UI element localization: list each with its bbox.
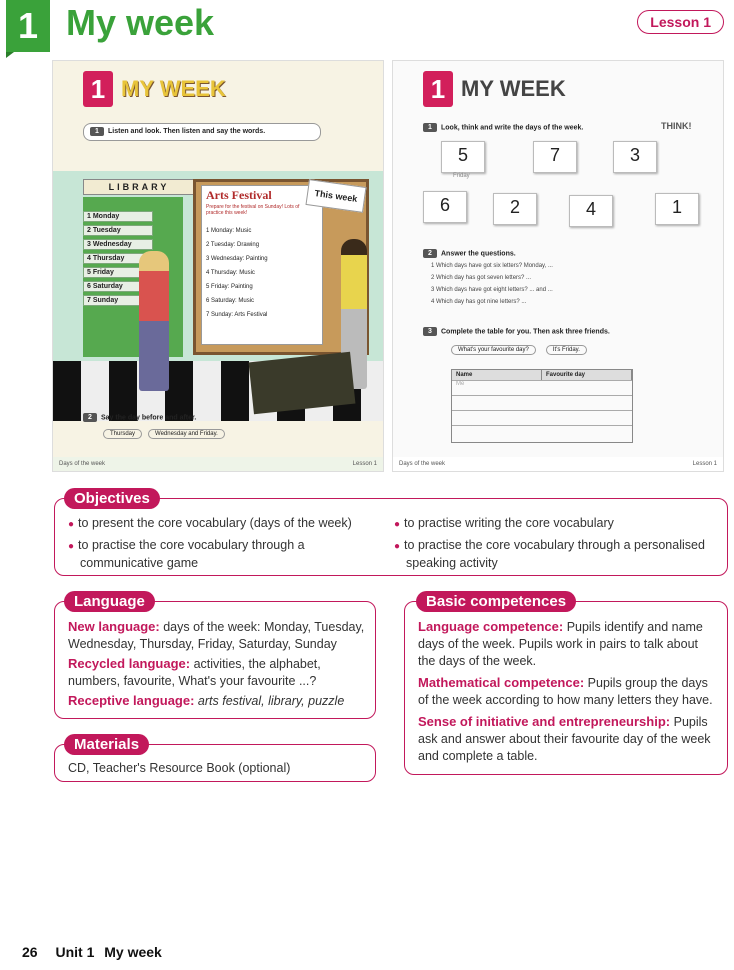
question-list — [431, 263, 691, 311]
step-icon: 3 — [423, 327, 437, 336]
materials-text: CD, Teacher's Resource Book (optional) — [68, 761, 291, 775]
chalkboard-puzzle — [249, 352, 356, 414]
page-title: My week — [66, 2, 215, 43]
objective-item: ● to practise the core vocabulary through a personalised speaking activity — [394, 538, 705, 570]
instruction-text: Say the day before and after. — [101, 414, 197, 422]
speech-bubble: Thursday — [103, 429, 142, 439]
objectives-right — [394, 515, 716, 571]
poster-title: Arts Festival — [206, 188, 272, 202]
lesson-number: 1 — [83, 71, 113, 107]
poster-item: 2 Tuesday: Drawing — [206, 242, 260, 248]
instruction-text: Look, think and write the days of the week. — [441, 124, 584, 132]
page-footer — [393, 457, 723, 471]
number-card: 1 — [655, 193, 699, 225]
poster-item: 3 Wednesday: Painting — [206, 256, 268, 262]
day-item: 2 Tuesday — [83, 225, 153, 236]
instruction-3 — [423, 327, 610, 336]
number-card: 5 — [441, 141, 485, 173]
day-item: 5 Friday — [83, 267, 153, 278]
question: 3 Which days have got eight letters? ... and ... — [431, 287, 553, 293]
arts-festival-poster — [201, 185, 323, 345]
speech-bubble: What's your favourite day? — [451, 345, 536, 355]
question: 2 Which day has got seven letters? ... — [431, 275, 532, 281]
instruction-2 — [423, 249, 516, 258]
objectives-left — [68, 515, 388, 571]
bullet-icon: ● — [394, 519, 401, 530]
girl-illustration — [139, 251, 169, 391]
recycled-language: Recycled language: activities, the alphabet, numbers, favourite, What's your favourite ...? — [68, 656, 321, 688]
speech-bubble: Wednesday and Friday. — [148, 429, 225, 439]
poster-item: 6 Saturday: Music — [206, 298, 255, 304]
step-icon: 1 — [423, 123, 437, 132]
objective-item: ● to present the core vocabulary (days of the week) — [68, 516, 352, 530]
footer-section: Days of the week — [399, 461, 446, 467]
poster-item: 4 Thursday: Music — [206, 270, 255, 276]
table-row: Me — [452, 380, 632, 395]
think-label: THINK! — [661, 121, 692, 131]
number-card: 4 — [569, 195, 613, 227]
objective-item: ● to practise the core vocabulary through a communicative game — [68, 538, 305, 570]
receptive-language: Receptive language: arts festival, library, puzzle — [68, 693, 345, 708]
table-row — [452, 410, 632, 425]
this-week-note: This week — [305, 179, 366, 213]
student-page-right — [392, 60, 724, 472]
unit-number: 1 — [6, 0, 50, 52]
language-label: Language — [64, 591, 155, 612]
bullet-icon: ● — [68, 541, 75, 552]
bullet-icon: ● — [394, 541, 401, 552]
instruction-2 — [83, 413, 196, 422]
bullet-icon: ● — [68, 519, 75, 530]
poster-subtitle: Prepare for the festival on Sunday! Lots of practice this week! — [206, 204, 300, 216]
day-item: 3 Wednesday — [83, 239, 153, 250]
question: 4 Which day has got nine letters? ... — [431, 299, 527, 305]
page-footer-main — [22, 944, 162, 960]
poster-item: 1 Monday: Music — [206, 228, 252, 234]
lesson-title: MY WEEK — [121, 76, 226, 101]
footer-title: My week — [104, 944, 162, 960]
lesson-number: 1 — [423, 71, 453, 107]
library-sign: LIBRARY — [83, 179, 195, 195]
table-header: Name — [452, 370, 542, 380]
number-card: 7 — [533, 141, 577, 173]
page-number: 26 — [22, 944, 38, 960]
question: 1 Which days have got six letters? Monday, ... — [431, 263, 553, 269]
instruction-1 — [423, 123, 583, 132]
instruction-text: Answer the questions. — [441, 250, 516, 258]
speech-bubble: It's Friday. — [546, 345, 587, 355]
initiative-competence: Sense of initiative and entrepreneurship: Pupils ask and answer about their favourite day of the week and complete a table. — [418, 714, 711, 763]
poster-item: 5 Friday: Painting — [206, 284, 253, 290]
footer-unit: Unit 1 — [55, 944, 95, 960]
step-icon: 2 — [83, 413, 97, 422]
table-row — [452, 425, 632, 440]
objectives-label: Objectives — [64, 488, 160, 509]
new-language: New language: days of the week: Monday, Tuesday, Wednesday, Thursday, Friday, Saturday, Sunday — [68, 619, 365, 651]
number-card: 3 — [613, 141, 657, 173]
objective-item: ● to practise writing the core vocabulary — [394, 516, 614, 530]
favourite-day-table — [451, 369, 633, 443]
page-footer — [53, 457, 383, 471]
footer-section: Days of the week — [59, 461, 106, 467]
language-content — [68, 618, 368, 710]
table-header: Favourite day — [542, 370, 632, 380]
footer-lesson: Lesson 1 — [352, 461, 377, 467]
day-item: 4 Thursday — [83, 253, 153, 264]
day-item: 6 Saturday — [83, 281, 153, 292]
step-icon: 2 — [423, 249, 437, 258]
instruction-text: Complete the table for you. Then ask three friends. — [441, 328, 610, 336]
instruction-1 — [83, 123, 321, 141]
day-item: 7 Sunday — [83, 295, 153, 306]
student-page-left — [52, 60, 384, 472]
table-row — [452, 395, 632, 410]
step-icon: 1 — [90, 127, 104, 136]
lesson-title: MY WEEK — [461, 76, 566, 101]
footer-lesson: Lesson 1 — [692, 461, 717, 467]
day-item: 1 Monday — [83, 211, 153, 222]
number-card: 2 — [493, 193, 537, 225]
instruction-text: Listen and look. Then listen and say the words. — [108, 128, 266, 135]
number-card: 6 — [423, 191, 467, 223]
mathematical-competence: Mathematical competence: Pupils group the days of the week according to how many letters they have. — [418, 675, 713, 707]
lesson-badge: Lesson 1 — [637, 10, 724, 34]
card-hint: Friday — [453, 173, 470, 179]
language-competence: Language competence: Pupils identify and name days of the week. Pupils work in pairs to talk about the days of the week. — [418, 619, 703, 668]
poster-item: 7 Sunday: Arts Festival — [206, 312, 268, 318]
materials-label: Materials — [64, 734, 149, 755]
competences-label: Basic competences — [416, 591, 576, 612]
competences-content — [418, 618, 716, 765]
